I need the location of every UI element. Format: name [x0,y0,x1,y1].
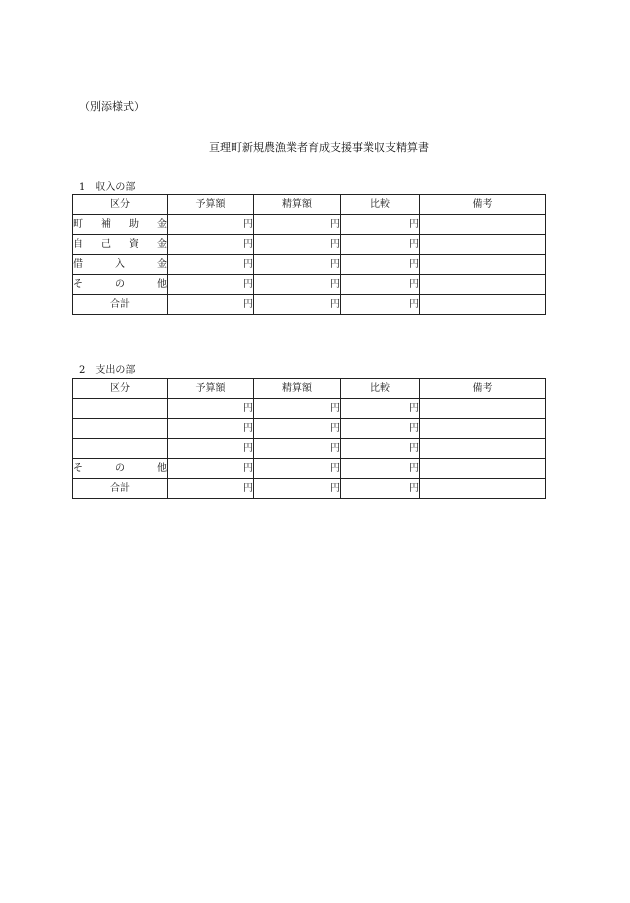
budget-cell: 円 [168,275,254,295]
table-row [73,255,546,275]
comparison-cell: 円 [341,235,420,255]
category-cell [73,419,168,439]
category-cell: その他 [73,459,168,479]
comparison-cell: 円 [341,439,420,459]
remarks-cell [420,419,546,439]
comparison-cell: 円 [341,215,420,235]
category-cell: 合計 [73,295,168,315]
budget-cell: 円 [168,399,254,419]
comparison-cell: 円 [341,295,420,315]
remarks-cell [420,439,546,459]
header-settled: 精算額 [254,195,341,215]
remarks-cell [420,215,546,235]
expense-header-row [73,379,546,399]
comparison-cell: 円 [341,255,420,275]
header-category: 区分 [73,379,168,399]
table-row [73,439,546,459]
comparison-cell: 円 [341,399,420,419]
header-settled: 精算額 [254,379,341,399]
remarks-cell [420,235,546,255]
income-table [72,194,546,315]
table-row [73,459,546,479]
header-budget: 予算額 [168,379,254,399]
category-cell: 合計 [73,479,168,499]
remarks-cell [420,399,546,419]
settled-cell: 円 [254,275,341,295]
comparison-cell: 円 [341,479,420,499]
budget-cell: 円 [168,479,254,499]
table-row [73,419,546,439]
settled-cell: 円 [254,479,341,499]
header-remarks: 備考 [420,195,546,215]
category-cell: 自己資金 [73,235,168,255]
table-row [73,399,546,419]
header-comparison: 比較 [341,195,420,215]
budget-cell: 円 [168,255,254,275]
header-comparison: 比較 [341,379,420,399]
document-title: 亘理町新規農漁業者育成支援事業収支精算書 [209,141,429,154]
budget-cell: 円 [168,235,254,255]
category-cell: 町補助金 [73,215,168,235]
income-header-row [73,195,546,215]
remarks-cell [420,255,546,275]
table-row [73,215,546,235]
settled-cell: 円 [254,439,341,459]
settled-cell: 円 [254,459,341,479]
settled-cell: 円 [254,399,341,419]
settled-cell: 円 [254,235,341,255]
form-note: （別添様式） [79,100,145,113]
total-row [73,479,546,499]
budget-cell: 円 [168,295,254,315]
remarks-cell [420,459,546,479]
expense-section-heading: 2 支出の部 [79,365,136,376]
settled-cell: 円 [254,255,341,275]
table-row [73,275,546,295]
category-cell: 借入金 [73,255,168,275]
remarks-cell [420,295,546,315]
table-row [73,235,546,255]
header-category: 区分 [73,195,168,215]
header-remarks: 備考 [420,379,546,399]
settled-cell: 円 [254,215,341,235]
category-cell [73,399,168,419]
remarks-cell [420,479,546,499]
settled-cell: 円 [254,419,341,439]
comparison-cell: 円 [341,419,420,439]
category-cell: その他 [73,275,168,295]
budget-cell: 円 [168,215,254,235]
header-budget: 予算額 [168,195,254,215]
income-section-heading: 1 収入の部 [79,182,136,193]
remarks-cell [420,275,546,295]
budget-cell: 円 [168,419,254,439]
budget-cell: 円 [168,459,254,479]
total-row [73,295,546,315]
comparison-cell: 円 [341,275,420,295]
budget-cell: 円 [168,439,254,459]
category-cell [73,439,168,459]
expense-table [72,378,546,499]
comparison-cell: 円 [341,459,420,479]
settled-cell: 円 [254,295,341,315]
